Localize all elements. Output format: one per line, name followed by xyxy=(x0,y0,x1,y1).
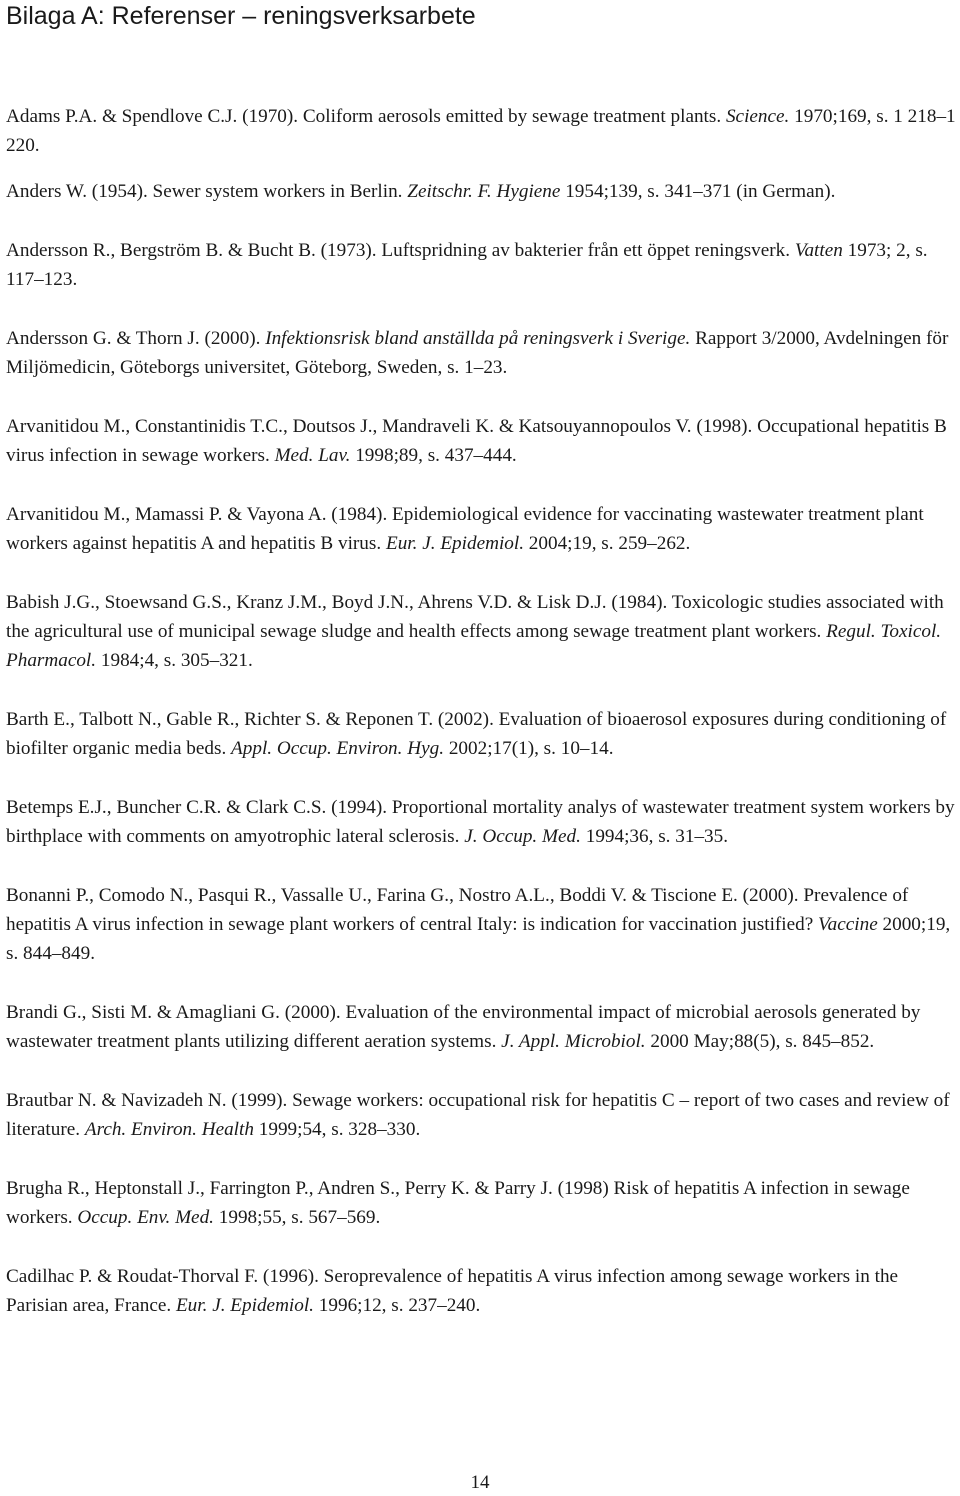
reference-text: Barth E., Talbott N., Gable R., Richter S. & Reponen T. (2002). Evaluation of bioaerosol exposures during conditioning of biofilter organic media beds. xyxy=(6,709,947,759)
reference-text: Brandi G., Sisti M. & Amagliani G. (2000). Evaluation of the environmental impact of microbial aerosols generated by wastewater treatment plants utilizing different aeration systems. xyxy=(6,1002,921,1052)
reference-text: 1998;89, s. 437–444. xyxy=(350,445,517,466)
reference-text: Bonanni P., Comodo N., Pasqui R., Vassalle U., Farina G., Nostro A.L., Boddi V. & Tiscione E. (2000). Prevalence of hepatitis A virus infection in sewage plant workers of central Italy: is indication for vaccination justified? xyxy=(6,885,909,935)
reference-text: Brugha R., Heptonstall J., Farrington P., Andren S., Perry K. & Parry J. (1998) Risk of hepatitis A infection in sewage workers. xyxy=(6,1178,910,1228)
journal-name: J. Occup. Med. xyxy=(464,826,581,847)
reference-entry xyxy=(6,236,958,294)
reference-text: 2000;19, s. 844–849. xyxy=(6,914,951,964)
reference-text: Andersson R., Bergström B. & Bucht B. (1973). Luftspridning av bakterier från ett öppet reningsverk. xyxy=(6,240,795,261)
reference-text: 1973; 2, s. 117–123. xyxy=(6,240,928,290)
reference-text: Rapport 3/2000, Avdelningen för Miljömedicin, Göteborgs universitet, Göteborg, Sweden, s. 1–23. xyxy=(6,328,949,378)
reference-entry xyxy=(6,177,958,206)
reference-text: Brautbar N. & Navizadeh N. (1999). Sewage workers: occupational risk for hepatitis C – report of two cases and review of literature. xyxy=(6,1090,950,1140)
journal-name: Arch. Environ. Health xyxy=(84,1119,254,1140)
reference-text: 1996;12, s. 237–240. xyxy=(313,1295,481,1316)
reference-entry xyxy=(6,324,958,382)
reference-text: Arvanitidou M., Constantinidis T.C., Doutsos J., Mandraveli K. & Katsouyannopoulos V. (1998). Occupational hepatitis B virus infection in sewage workers. xyxy=(6,416,947,466)
page-title: Bilaga A: Referenser – reningsverksarbete xyxy=(6,2,476,30)
reference-text: Betemps E.J., Buncher C.R. & Clark C.S. (1994). Proportional mortality analys of wastewater treatment system workers by birthplace with comments on amyotrophic lateral sclerosis. xyxy=(6,797,955,847)
journal-name: Eur. J. Epidemiol. xyxy=(385,533,524,554)
reference-text: 2004;19, s. 259–262. xyxy=(524,533,691,554)
reference-text: 1954;139, s. 341–371 (in German). xyxy=(560,181,836,202)
reference-text: Babish J.G., Stoewsand G.S., Kranz J.M., Boyd J.N., Ahrens V.D. & Lisk D.J. (1984). Toxicologic studies associated with the agricultural use of municipal sewage sludge and health effects among sewage treatment plant workers. xyxy=(6,592,944,642)
page-number: 14 xyxy=(470,1472,490,1493)
reference-entry xyxy=(6,102,958,160)
reference-text: Arvanitidou M., Mamassi P. & Vayona A. (1984). Epidemiological evidence for vaccinating wastewater treatment plant workers against hepatitis A and hepatitis B virus. xyxy=(6,504,924,554)
reference-entry xyxy=(6,412,958,470)
reference-list xyxy=(6,102,958,1350)
reference-text: Andersson G. & Thorn J. (2000). xyxy=(6,328,266,349)
journal-name: Infektionsrisk bland anställda på reningsverk i Sverige. xyxy=(265,328,691,349)
reference-entry xyxy=(6,881,958,968)
reference-entry xyxy=(6,793,958,851)
journal-name: Med. Lav. xyxy=(274,445,351,466)
reference-text: 2002;17(1), s. 10–14. xyxy=(444,738,614,759)
reference-entry xyxy=(6,998,958,1056)
journal-name: Eur. J. Epidemiol. xyxy=(175,1295,314,1316)
journal-name: Vatten xyxy=(794,240,843,261)
reference-text: Adams P.A. & Spendlove C.J. (1970). Coliform aerosols emitted by sewage treatment plants. xyxy=(6,106,726,127)
journal-name: J. Appl. Microbiol. xyxy=(501,1031,646,1052)
reference-text: 1999;54, s. 328–330. xyxy=(253,1119,421,1140)
reference-text: Anders W. (1954). Sewer system workers in Berlin. xyxy=(6,181,408,202)
journal-name: Regul. Toxicol. Pharmacol. xyxy=(6,621,942,671)
reference-text: 1970;169, s. 1 218–1 220. xyxy=(6,106,956,156)
journal-name: Science. xyxy=(725,106,790,127)
reference-entry xyxy=(6,1174,958,1232)
reference-text: 1998;55, s. 567–569. xyxy=(213,1207,381,1228)
journal-name: Appl. Occup. Environ. Hyg. xyxy=(231,738,445,759)
reference-entry xyxy=(6,1262,958,1320)
journal-name: Occup. Env. Med. xyxy=(77,1207,214,1228)
journal-name: Zeitschr. F. Hygiene xyxy=(407,181,561,202)
reference-text: Cadilhac P. & Roudat-Thorval F. (1996). Seroprevalence of hepatitis A virus infection among sewage workers in the Parisian area, France. xyxy=(6,1266,899,1316)
reference-text: 1984;4, s. 305–321. xyxy=(96,650,253,671)
reference-entry xyxy=(6,500,958,558)
reference-entry xyxy=(6,1086,958,1144)
reference-text: 1994;36, s. 31–35. xyxy=(580,826,729,847)
journal-name: Vaccine xyxy=(818,914,878,935)
reference-entry xyxy=(6,588,958,675)
reference-text: 2000 May;88(5), s. 845–852. xyxy=(645,1031,875,1052)
reference-entry xyxy=(6,705,958,763)
